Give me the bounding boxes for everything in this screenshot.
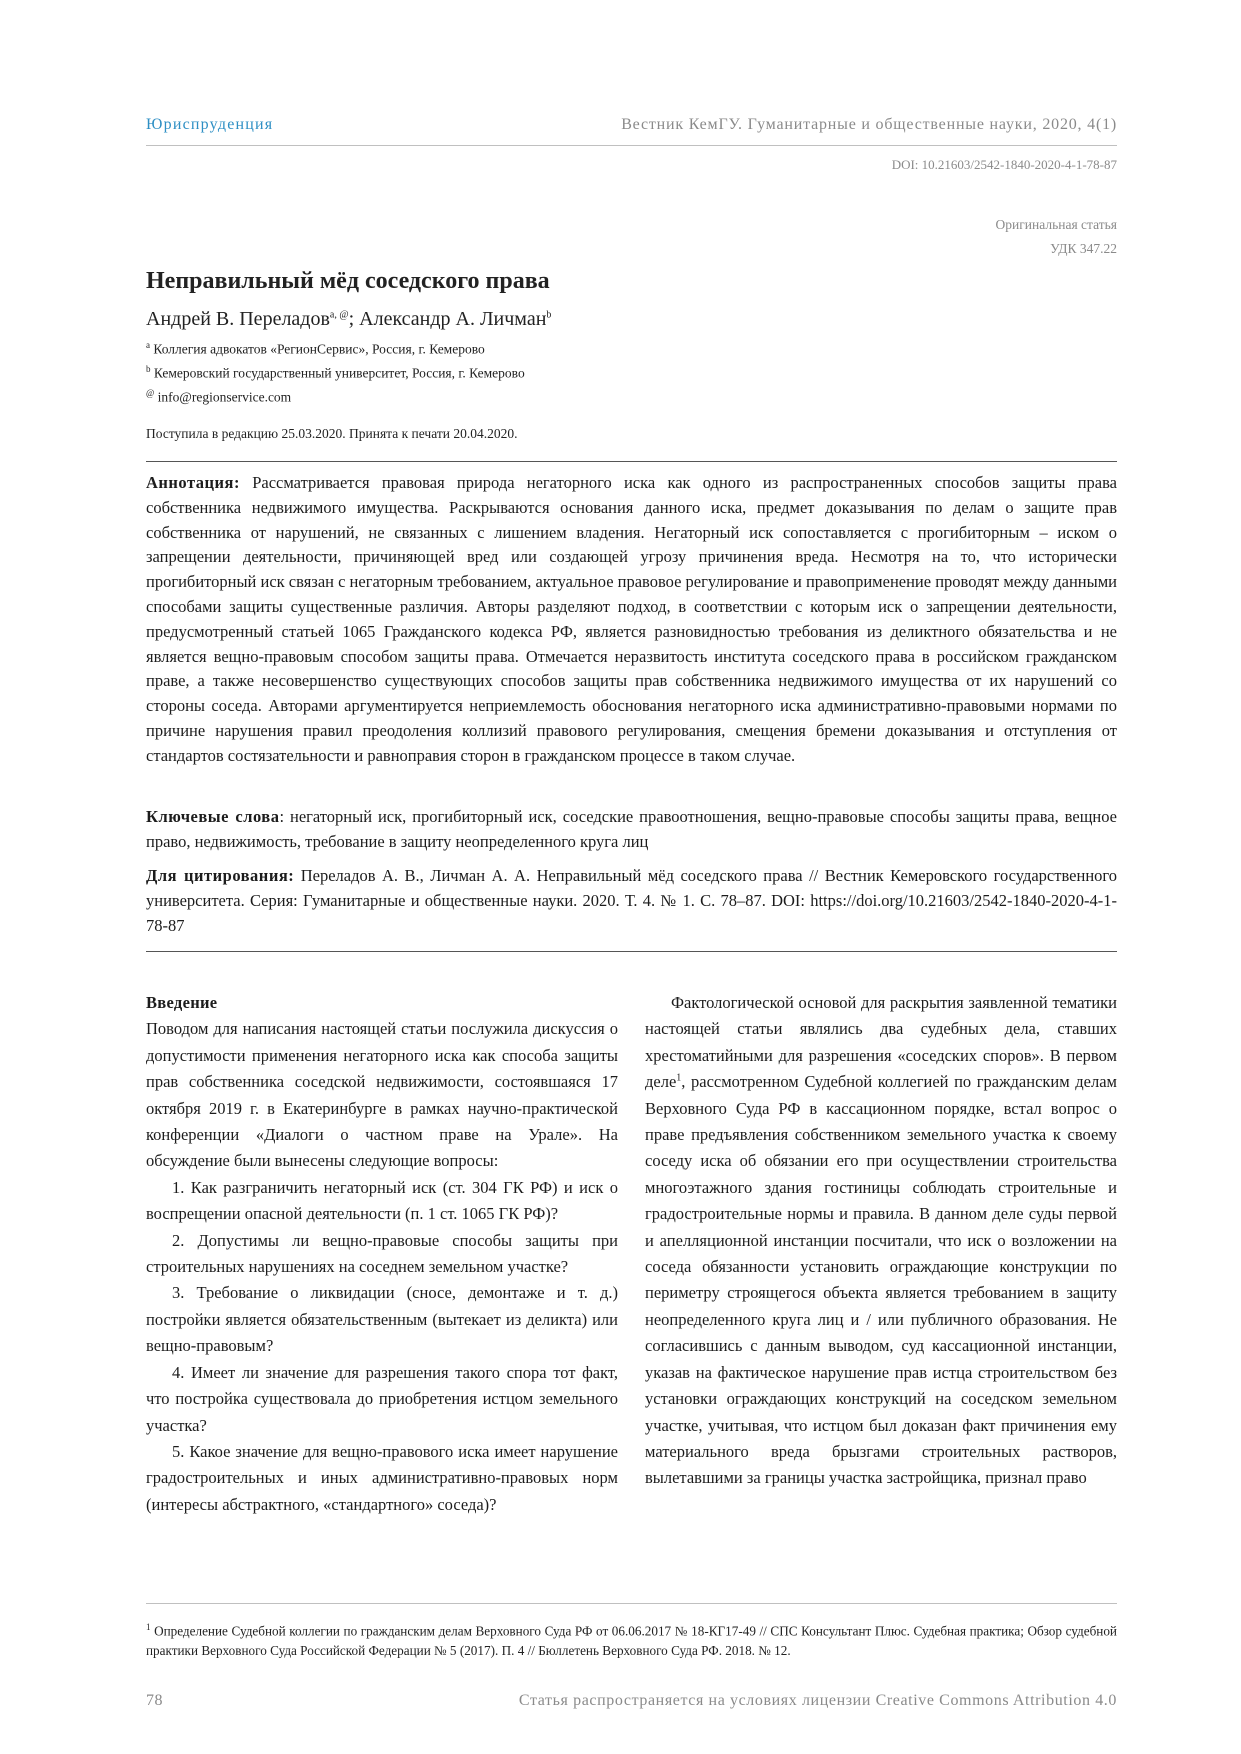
footnote-mark: 1 — [146, 1622, 151, 1632]
citation — [146, 864, 1117, 938]
affiliation-text: Кемеровский государственный университет, Россия, г. Кемерово — [153, 365, 525, 381]
facts-paragraph — [645, 990, 1117, 1492]
authors — [146, 308, 551, 331]
abstract-bottom-rule — [146, 951, 1117, 952]
doi[interactable]: DOI: 10.21603/2542-1840-2020-4-1-78-87 — [891, 157, 1117, 172]
abstract-top-rule — [146, 461, 1117, 462]
affiliation-b — [146, 364, 525, 382]
author-1-affiliation-mark: a, @ — [329, 309, 349, 321]
keywords — [146, 805, 1117, 855]
submission-dates: Поступила в редакцию 25.03.2020. Принята к печати 20.04.2020. — [146, 426, 518, 441]
citation-text: Переладов А. В., Личман А. А. Неправильный мёд соседского права // Вестник Кемеровского государственного университета. Серия: Гуманитарные и общественные науки. 2020. Т. 4. № 1. С. 78–87. DOI: https://doi.org/10.21603/2542-1840-2020-4-1-78-87 — [146, 866, 1118, 935]
footnote-text: Определение Судебной коллегии по гражданским делам Верховного Суда РФ от 06.06.2017 № 18-КГ17-49 // СПС Консультант Плюс. Судебная практика; Обзор судебной практики Верховного Суда Российской Федерации № 5 (2017). П. 4 // Бюллетень Верховного Суда РФ. 2018. № 12. — [146, 1623, 1117, 1659]
question-3: 3. Требование о ликвидации (сносе, демонтаже и т. д.) постройки является обязательственным (вытекает из деликта) или вещно-правовым? — [146, 1283, 618, 1356]
affiliation-email — [146, 388, 291, 406]
header-rule — [146, 145, 1117, 146]
affiliation-mark: b — [146, 364, 151, 374]
intro-heading: Введение — [146, 993, 218, 1012]
affiliation-mark: a — [146, 340, 150, 350]
keywords-text: : негаторный иск, прогибиторный иск, соседские правоотношения, вещно-правовые способы защиты права, вещное право, недвижимость, требование в защиту неопределенного круга лиц — [146, 807, 1118, 851]
question-5: 5. Какое значение для вещно-правового иска имеет нарушение градостроительных и иных административно-правовых норм (интересы абстрактного, «стандартного» соседа)? — [146, 1441, 618, 1514]
journal-name: Вестник КемГУ. Гуманитарные и общественные науки, 2020, 4(1) — [621, 116, 1117, 133]
footnote-rule — [146, 1603, 1117, 1604]
abstract-text: Рассматривается правовая природа негаторного иска как одного из распространенных способов защиты права собственника недвижимого имущества. Раскрываются основания данного иска, предмет доказывания по делам о защите прав собственника от нарушений, не связанных с лишением владения. Негаторный иск сопоставляется с прогибиторным – иском о запрещении деятельности, причиняющей вред или создающей угрозу причинения вреда. Несмотря на то, что исторически прогибиторный иск связан с негаторным требованием, актуальное правовое регулирование и правоприменение проводят между данными способами защиты существенные различия. Авторы разделяют подход, в соответствии с которым иск о запрещении деятельности, предусмотренный статьей 1065 Гражданского кодекса РФ, является разновидностью требования из деликтного обязательства и не является вещно-правовым способом защиты права. Отмечается неразвитость института соседского права в российском гражданском праве, а также несовершенство существующих способов защиты прав собственника недвижимого имущества от их нарушений со стороны соседа. Авторами аргументируется неприемлемость обоснования негаторного иска административно-правовыми нормами по причине нарушения правил преодоления коллизий правового регулирования, смещения бремени доказывания и отступления от стандартов состязательности и равноправия сторон в гражданском процессе в таком случае. — [146, 473, 1118, 765]
license-note: Статья распространяется на условиях лицензии Creative Commons Attribution 4.0 — [518, 1692, 1117, 1709]
facts-text-part2: , рассмотренном Судебной коллегией по гражданским делам Верховного Суда РФ в кассационном порядке, встал вопрос о праве предъявления собственником земельного участка к своему соседу иска об обязании его при осуществлении строительства многоэтажного здания гостиницы соблюдать строительные и градостроительные нормы и правила. В данном деле суды первой и апелляционной инстанции посчитали, что иск о возложении на соседа обязанности установить ограждающие конструкции по периметру строящегося объекта является требованием в защиту неопределенного круга лиц и / или публичного образования. Не согласившись с данным выводом, суд кассационной инстанции, указав на фактическое нарушение прав истца строительством без установки ограждающих конструкций на соседском земельном участке, учитывая, что истцом был доказан факт причинения ему материального вреда брызгами строительных растворов, вылетавшими за границы участка застройщика, признал право — [645, 1072, 1117, 1488]
intro-paragraph: Поводом для написания настоящей статьи послужила дискуссия о допустимости применения негаторного иска как способа защиты прав собственника соседской недвижимости, состоявшаяся 17 октября 2019 г. в Екатеринбурге в рамках научно-практической конференции «Диалоги о частном праве на Урале». На обсуждение были вынесены следующие вопросы: — [146, 1019, 618, 1171]
author-separator: ; — [348, 308, 355, 330]
abstract-label: Аннотация: — [146, 473, 240, 492]
affiliation-text: Коллегия адвокатов «РегионСервис», Россия, г. Кемерово — [153, 341, 485, 357]
keywords-label: Ключевые слова — [146, 807, 280, 826]
question-4: 4. Имеет ли значение для разрешения такого спора тот факт, что постройка существовала до приобретения истцом земельного участка? — [146, 1362, 618, 1435]
abstract — [146, 471, 1117, 769]
article-type: Оригинальная статья — [995, 217, 1117, 232]
question-2: 2. Допустимы ли вещно-правовые способы защиты при строительных нарушениях на соседнем земельном участке? — [146, 1230, 618, 1277]
author-2-affiliation-mark: b — [546, 309, 552, 321]
footnote — [146, 1617, 1117, 1661]
author-1: Андрей В. Переладов — [146, 308, 330, 330]
affiliation-mark: @ — [146, 388, 155, 398]
contact-email[interactable]: info@regionservice.com — [157, 389, 292, 405]
facts-text-part1: Фактологической основой для раскрытия заявленной тематики настоящей статьи являлись два судебных дела, ставших хрестоматийными для разрешения «соседских споров». В первом деле — [645, 993, 1117, 1092]
article-title: Неправильный мёд соседского права — [146, 268, 550, 294]
affiliation-a — [146, 340, 485, 358]
citation-label: Для цитирования: — [146, 866, 295, 885]
section-name: Юриспруденция — [146, 116, 274, 133]
body-left-column — [146, 990, 618, 1518]
body-right-column — [645, 990, 1117, 1492]
page-number: 78 — [146, 1692, 163, 1709]
udk: УДК 347.22 — [1050, 241, 1117, 256]
author-2: Александр А. Личман — [359, 308, 547, 330]
footnote-ref[interactable]: 1 — [676, 1072, 682, 1084]
question-1: 1. Как разграничить негаторный иск (ст. 304 ГК РФ) и иск о воспрещении опасной деятельности (п. 1 ст. 1065 ГК РФ)? — [146, 1177, 618, 1224]
